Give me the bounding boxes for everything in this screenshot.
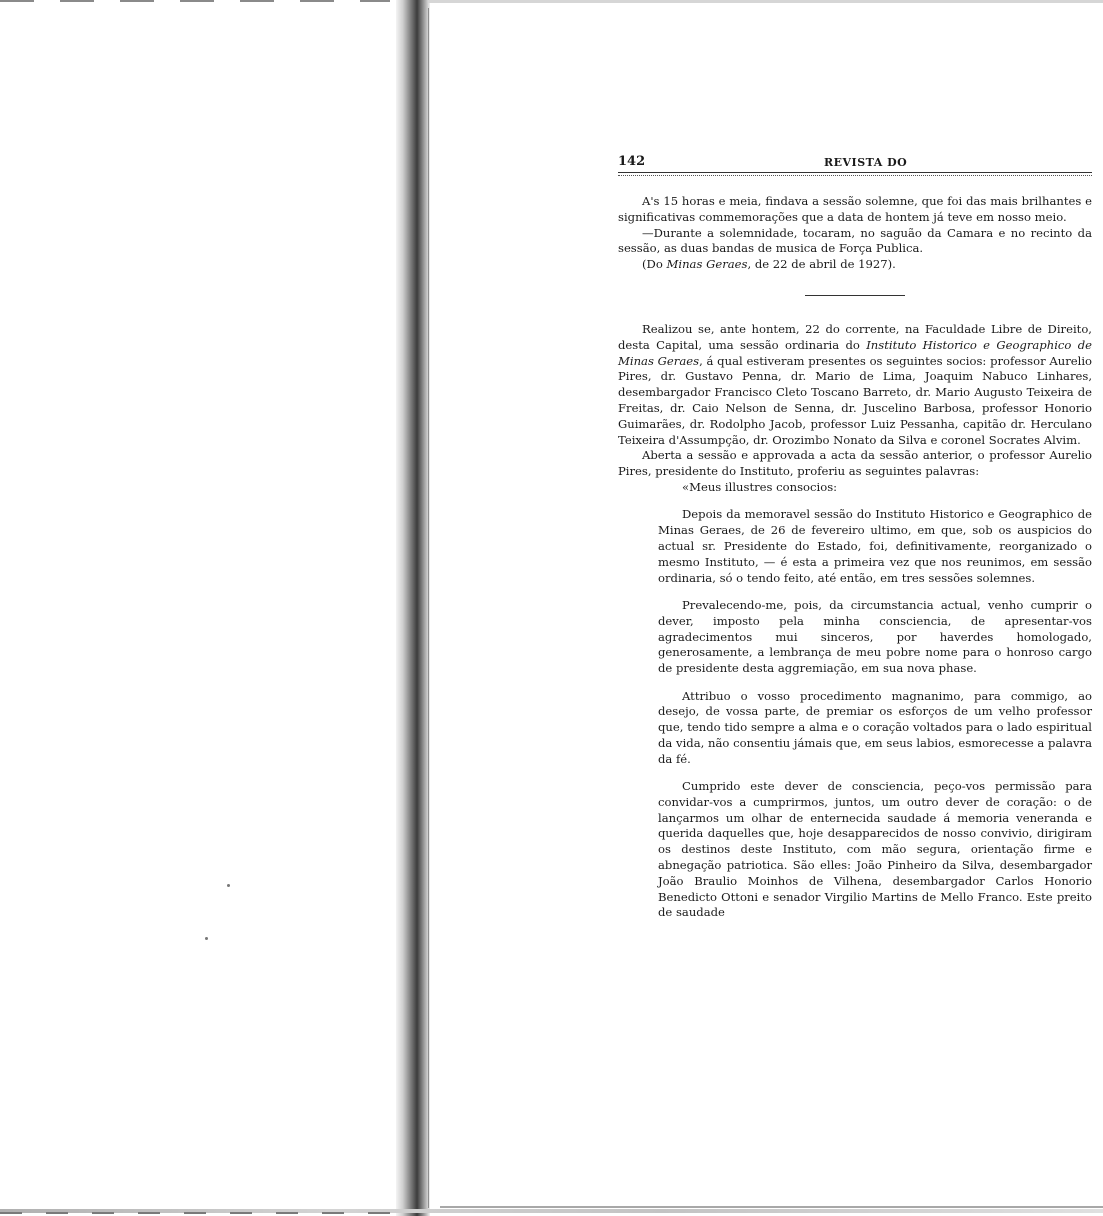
institute-name: Instituto Historico e Geographico de Minas Geraes [618, 337, 1092, 368]
page-number: 142 [618, 154, 646, 169]
speech-paragraph: Prevalecendo-me, pois, da circumstancia actual, venho cumprir o dever, imposto pela minha consciencia, de apresentar-vos agradecimentos mui sinceros, por haverdes homologado, generosamente, a lembrança de meu pobre nome para o honroso cargo de presidente desta aggremiação, em sua nova phase. [658, 597, 1092, 676]
paragraph-text: Realizou se, ante hontem, 22 do corrente, na Faculdade Libre de Direito, desta Capital, uma sessão ordinaria do [618, 321, 1092, 352]
scan-edge-marks-bottom [0, 1212, 390, 1214]
book-page [618, 152, 1092, 933]
running-head [618, 152, 1092, 170]
speech-salutation: «Meus illustres consocios: [682, 479, 838, 494]
page-top-edge [428, 0, 1103, 3]
header-rule [618, 172, 1092, 176]
paragraph [618, 322, 1092, 448]
speech-paragraph: Cumprido este dever de consciencia, peço-vos permissão para convidar-vos a cumprirmos, juntos, um outro dever de coração: o de lançarmos um olhar de enternecida saudade á memoria veneranda e querida daquelles que, hoje desapparecidos de nosso convivio, dirigiram os destinos deste Instituto, com mão segura, orientação firme e abnegação patriotica. São elles: João Pinheiro da Silva, desembargador João Braulio Moinhos de Vilhena, desembargador Carlos Honorio Benedicto Ottoni e senador Virgilio Martins de Mello Franco. Este preito de saudade [658, 779, 1092, 920]
speech-paragraph: Depois da memoravel sessão do Instituto Historico e Geographico de Minas Geraes, de 26 de fevereiro ultimo, em que, sob os auspicios do actual sr. Presidente do Estado, foi, definitivamente, reorganizado o mesmo Instituto, — é esta a primeira vez que nos reunimos, em sessão ordinaria, só o tendo feito, até então, em tres sessões solemnes. [658, 507, 1092, 585]
section-divider [805, 295, 905, 296]
paragraph: —Durante a solemnidade, tocaram, no saguão da Camara e no recinto da sessão, as duas bandas de musica de Força Publica. [618, 225, 1092, 256]
gutter-line [428, 8, 429, 1208]
book-gutter [396, 0, 430, 1216]
paragraph-text: , á qual estiveram presentes os seguintes socios: professor Aurelio Pires, dr. Gustavo Penna, dr. Mario de Lima, Joaquim Nabuco Linhares, desembargador Francisco Cleto Toscano Barreto, dr. Mario Augusto Teixeira de Freitas, dr. Caio Nelson de Senna, dr. Juscelino Barbosa, professor Honorio Guimarães, dr. Rodolpho Jacob, professor Luiz Pessanha, capitão dr. Herculano Teixeira d'Assumpção, dr. Orozimbo Nonato da Silva e coronel Socrates Alvim. [618, 353, 1093, 447]
scan-edge-marks [0, 0, 390, 2]
scan-speck [227, 884, 230, 887]
running-title: REVISTA DO [824, 156, 908, 169]
newspaper-title: Minas Geraes [666, 257, 748, 272]
left-page-blank [0, 0, 400, 1216]
page-bottom-border [440, 1206, 1103, 1208]
paragraph: Aberta a sessão e approvada a acta da sessão anterior, o professor Aurelio Pires, presidente do Instituto, proferiu as seguintes palavras: [618, 448, 1092, 479]
paragraph: A's 15 horas e meia, findava a sessão solemne, que foi das mais brilhantes e significativas commemorações que a data de hontem já teve em nosso meio. [618, 194, 1092, 224]
source-citation [618, 257, 1092, 273]
citation-suffix: , de 22 de abril de 1927). [747, 257, 896, 272]
citation-prefix: (Do [642, 257, 667, 272]
speech-paragraph: Attribuo o vosso procedimento magnanimo, para commigo, ao desejo, de vossa parte, de premiar os esforços de um velho professor que, tendo tido sempre a alma e o coração voltados para o lado espiritual da vida, não consentiu jámais que, em seus labios, esmorecesse a palavra da fé. [658, 688, 1092, 766]
scan-speck [205, 937, 208, 940]
